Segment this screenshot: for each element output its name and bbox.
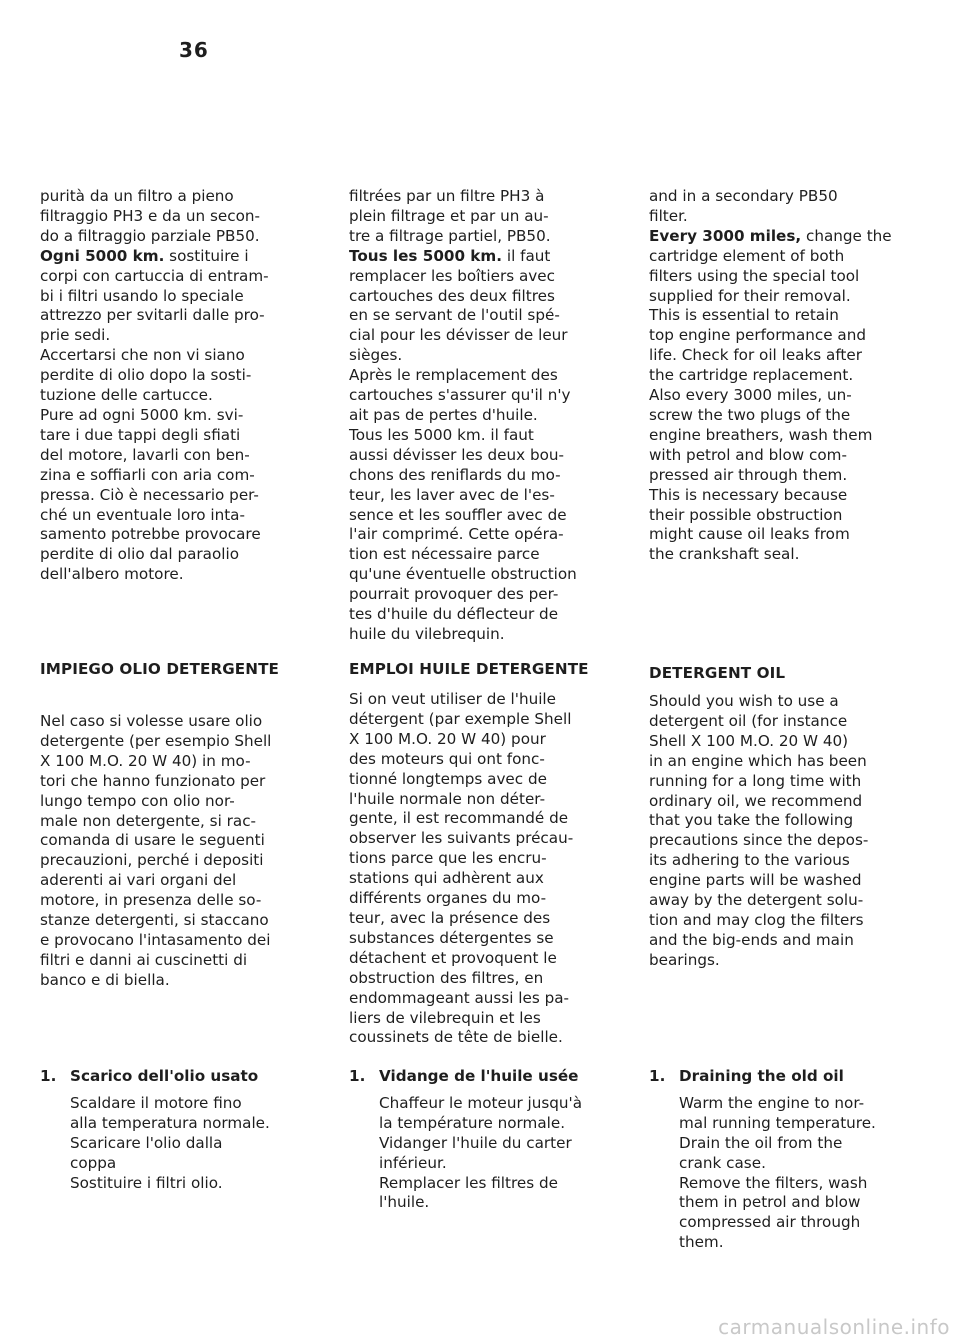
intro-text-2: il faut remplacer les boîtiers avec cartouches des deux filtres en se servant de l'outil spé- cial pour les dévisser de leur sièges. Après le remplacement des cartouches s'assurer qu'il n'y ait pas de pertes d'huile. Tous les 5000 km. il faut aussi dévisser les deux bou- chons des reniflards du mo- teur, les laver avec de l'es- sence et les souffler avec de l'air comprimé. Cette opéra- tion est nécessaire parce qu'une éventuelle obstruction pourrait provoquer des per- tes d'huile du déflecteur de huile du vilebrequin. — [349, 246, 577, 643]
intro-bold-interval: Ogni 5000 km. — [40, 246, 165, 265]
intro-paragraph — [40, 187, 312, 585]
intro-text-1: and in a secondary PB50 filter. — [649, 187, 838, 225]
step-1 — [649, 1067, 921, 1253]
step-title: Vidange de l'huile usée — [379, 1067, 579, 1085]
step-title: Scarico dell'olio usato — [70, 1067, 259, 1085]
step-text: Warm the engine to nor- mal running temperature. Drain the oil from the crank case. Remove the filters, wash them in petrol and blow compressed air through them. — [679, 1093, 876, 1252]
step-1 — [349, 1067, 621, 1213]
section-paragraph: Should you wish to use a detergent oil (for instance Shell X 100 M.O. 20 W 40) in an engine which has been running for a long time with ordinary oil, we recommend that you take the following precautions since the depos- its adhering to the various engine parts will be washed away by the detergent solu- tion and may clog the filters and the big-ends and main bearings. — [649, 692, 869, 969]
step-title: Draining the old oil — [679, 1067, 844, 1085]
step-text: Chaffeur le moteur jusqu'à la température normale. Vidanger l'huile du carter inférieur. Remplacer les filtres de l'huile. — [379, 1093, 583, 1212]
intro-paragraph — [649, 187, 921, 565]
step-1 — [40, 1067, 312, 1193]
step-number: 1. — [349, 1067, 366, 1085]
intro-paragraph — [349, 187, 621, 645]
watermark: carmanualsonline.info — [718, 1315, 950, 1339]
section-heading: IMPIEGO OLIO DETERGENTE — [40, 660, 280, 678]
section-heading: EMPLOI HUILE DETERGENTE — [349, 660, 589, 678]
intro-bold-interval: Tous les 5000 km. — [349, 246, 503, 265]
section-paragraph: Si on veut utiliser de l'huile détergent (par exemple Shell X 100 M.O. 20 W 40) pour des moteurs qui ont fonc- tionné longtemps avec de l'huile normale non déter- gente, il est recommandé de observer les suivants précau- tions parce que les encru- stations qui adhèrent aux différents organes du mo- teur, avec la présence des substances détergentes se détachent et provoquent le obstruction des filtres, en endommageant aussi les pa- liers de vilebrequin et les coussinets de tête de bielle. — [349, 690, 574, 1047]
intro-text-1: purità da un filtro a pieno filtraggio PH3 e da un secon- do a filtraggio parziale PB50. — [40, 187, 261, 245]
section-paragraph: Nel caso si volesse usare olio detergente (per esempio Shell X 100 M.O. 20 W 40) in mo- tori che hanno funzionato per lungo tempo con olio nor- male non detergente, si rac- comanda di usare le seguenti precauzioni, perché i depositi aderenti ai vari organi del motore, in presenza delle so- stanze detergenti, si staccano e provocano l'intasamento dei filtri e danni ai cuscinetti di banco e di biella. — [40, 712, 272, 989]
page-number: 36 — [179, 38, 209, 62]
intro-bold-interval: Every 3000 miles, — [649, 226, 802, 245]
intro-text-2: change the cartridge element of both filters using the special tool supplied for their removal. This is essential to retain top engine performance and life. Check for oil leaks after the cartridge replacement. Also every 3000 miles, un- screw the two plugs of the engine breathers, wash them with petrol and blow com- pressed air through them. This is necessary because their possible obstruction might cause oil leaks from the crankshaft seal. — [649, 226, 892, 564]
intro-text-2: sostituire i corpi con cartuccia di entram- bi i filtri usando lo speciale attrezzo per svitarli dalle pro- prie sedi. Accertarsi che non vi siano perdite di olio dopo la sosti- tuzione delle cartucce. Pure ad ogni 5000 km. svi- tare i due tappi degli sfiati del motore, lavarli con ben- zina e soffiarli con aria com- pressa. Ciò è necessario per- ché un eventuale loro inta- samento potrebbe provocare perdite di olio dal paraolio dell'albero motore. — [40, 246, 269, 584]
intro-text-1: filtrées par un filtre PH3 à plein filtrage et par un au- tre a filtrage partiel, PB50. — [349, 187, 551, 245]
section-heading: DETERGENT OIL — [649, 664, 786, 682]
step-number: 1. — [649, 1067, 666, 1085]
step-number: 1. — [40, 1067, 57, 1085]
step-text: Scaldare il motore fino alla temperatura normale. Scaricare l'olio dalla coppa Sostituire i filtri olio. — [70, 1093, 270, 1192]
